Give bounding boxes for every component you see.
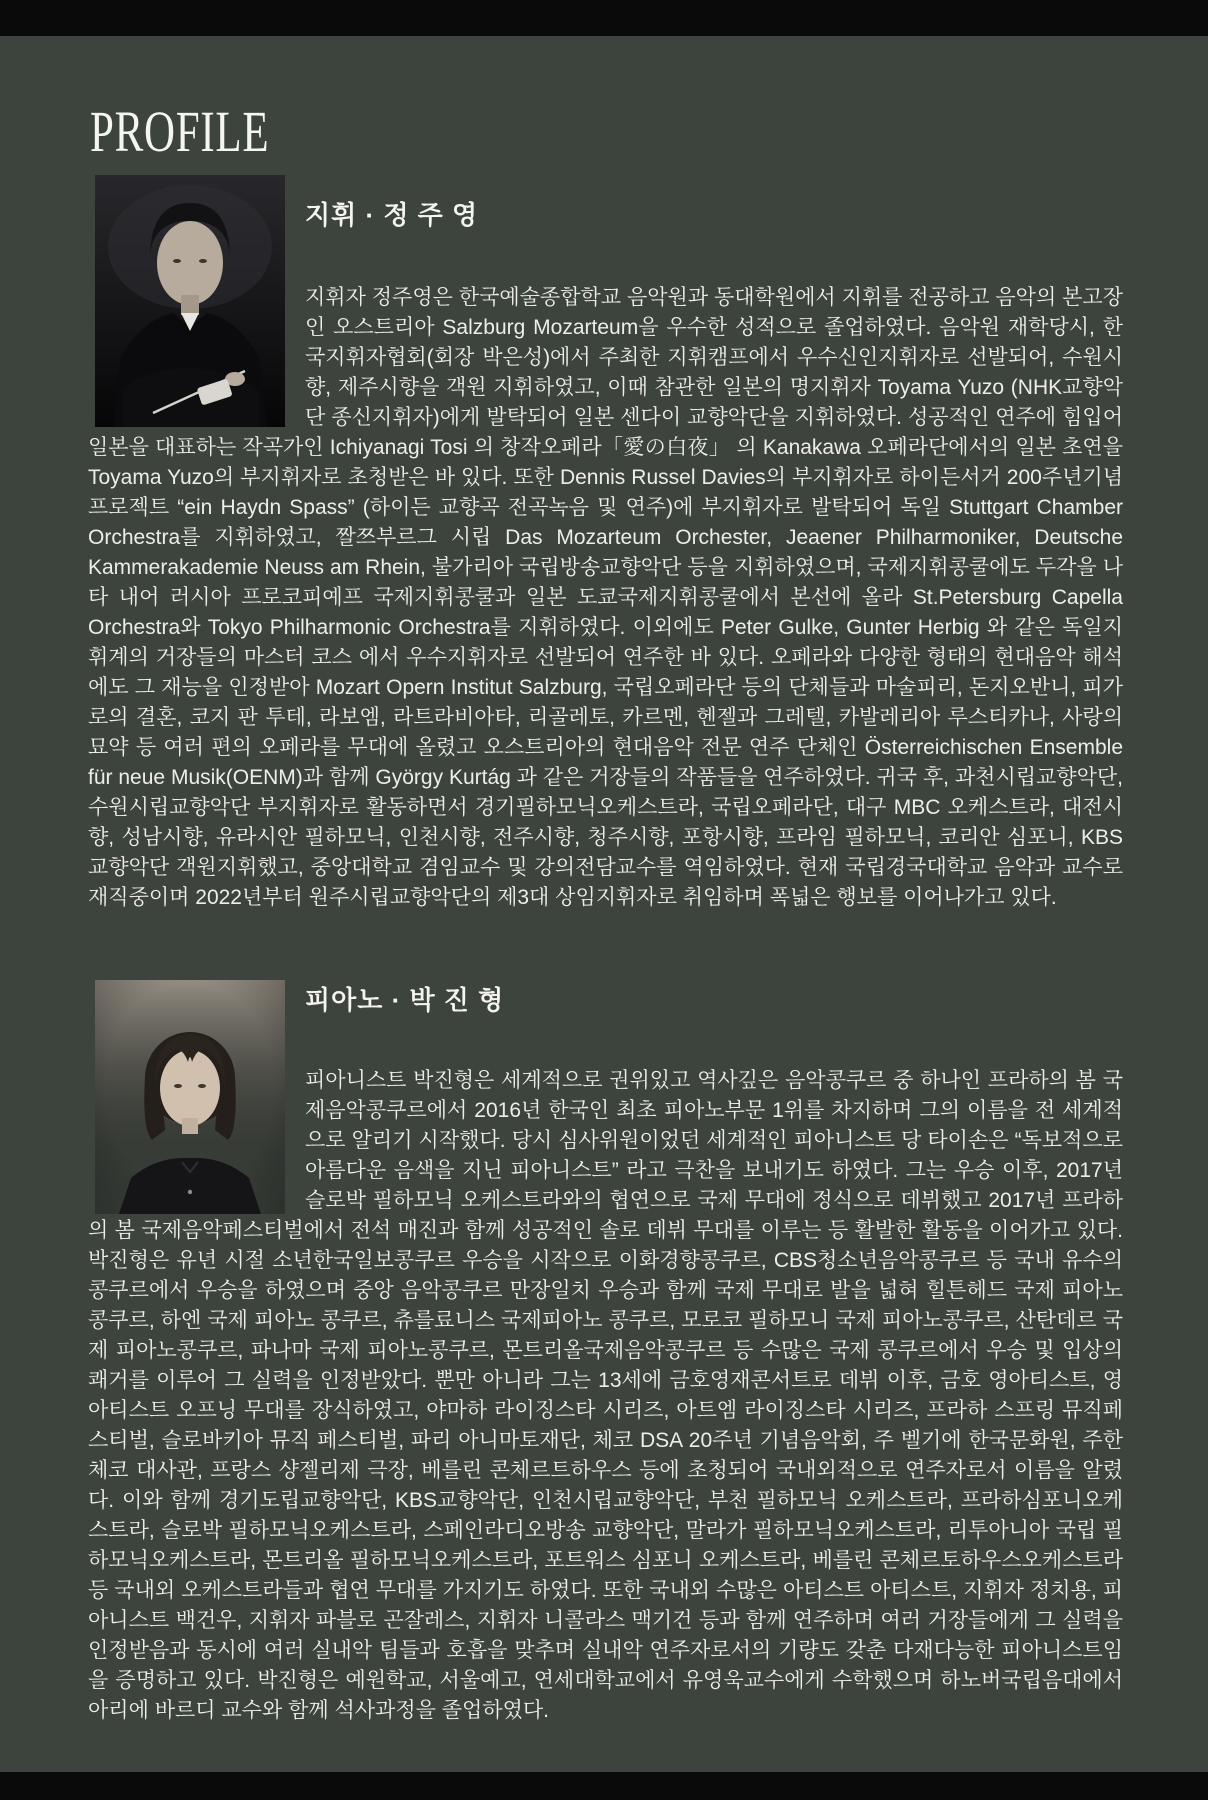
conductor-photo	[95, 175, 285, 427]
section-pianist	[88, 980, 1123, 1726]
page-title: PROFILE	[90, 99, 270, 164]
bottom-black-bar	[0, 1772, 1208, 1800]
pianist-photo	[95, 980, 285, 1214]
section-conductor	[88, 175, 1123, 913]
pianist-heading: 피아노 · 박 진 형	[305, 985, 505, 1015]
conductor-bio: 지휘자 정주영은 한국예술종합학교 음악원과 동대학원에서 지휘를 전공하고 음악의 본고장인 오스트리아 Salzburg Mozarteum을 우수한 성적으로 졸업하였다. 음악원 재학당시, 한국지휘자협회(회장 박은성)에서 주최한 지휘캠프에서 우수신인지휘자로 선발되어, 수원시향, 제주시향을 객원 지휘하였고, 이때 참관한 일본의 명지휘자 Toyama Yuzo (NHK교향악단 종신지휘자)에게 발탁되어 일본 센다이 교향악단을 지휘하였다. 성공적인 연주에 힘입어 일본을 대표하는 작곡가인 Ichiyanagi Tosi 의 창작오페라「愛の白夜」 의 Kanakawa 오페라단에서의 일본 초연을 Toyama Yuzo의 부지휘자로 초청받은 바 있다. 또한 Dennis Russel Davies의 부지휘자로 하이든서거 200주년기념 프로젝트 “ein Haydn Spass” (하이든 교향곡 전곡녹음 및 연주)에 부지휘자로 발탁되어 독일 Stuttgart Chamber Orchestra를 지휘하였고, 짤쯔부르그 시립 Das Mozarteum Orchester, Jeaener Philharmoniker, Deutsche Kammerakademie Neuss am Rhein, 불가리아 국립방송교향악단 등을 지휘하였으며, 국제지휘콩쿨에도 두각을 나타 내어 러시아 프로코피예프 국제지휘콩쿨과 일본 도쿄국제지휘콩쿨에서 본선에 올라 St.Petersburg Capella Orchestra와 Tokyo Philharmonic Orchestra를 지휘하였다. 이외에도 Peter Gulke, Gunter Herbig 와 같은 독일지휘계의 거장들의 마스터 코스 에서 우수지휘자로 선발되어 연주한 바 있다. 오페라와 다양한 형태의 현대음악 해석에도 그 재능을 인정받아 Mozart Opern Institut Salzburg, 국립오페라단 등의 단체들과 마술피리, 돈지오반니, 피가로의 결혼, 코지 판 투테, 라보엠, 라트라비아타, 리골레토, 카르멘, 헨젤과 그레텔, 카발레리아 루스티카나, 사랑의 묘약 등 여러 편의 오페라를 무대에 올렸고 오스트리아의 현대음악 전문 연주 단체인 Österreichischen Ensemble für neue Musik(OENM)과 함께 György Kurtág 과 같은 거장들의 작품들을 연주하였다. 귀국 후, 과천시립교향악단, 수원시립교향악단 부지휘자로 활동하면서 경기필하모닉오케스트라, 국립오페라단, 대구 MBC 오케스트라, 대전시향, 성남시향, 유라시안 필하모닉, 인천시향, 전주시향, 청주시향, 포항시향, 프라임 필하모닉, 코리안 심포니, KBS교향악단 객원지휘했고, 중앙대학교 겸임교수 및 강의전담교수를 역임하였다. 현재 국립경국대학교 음악과 교수로 재직중이며 2022년부터 원주시립교향악단의 제3대 상임지휘자로 취임하며 폭넓은 행보를 이어나가고 있다.	[88, 286, 1123, 909]
pianist-bio: 피아니스트 박진형은 세계적으로 권위있고 역사깊은 음악콩쿠르 중 하나인 프라하의 봄 국제음악콩쿠르에서 2016년 한국인 최초 피아노부문 1위를 차지하며 그의 이름을 전 세계적으로 알리기 시작했다. 당시 심사위원이었던 세계적인 피아니스트 당 타이손은 “독보적으로 아름다운 음색을 지닌 피아니스트” 라고 극찬을 보내기도 하였다. 그는 우승 이후, 2017년 슬로박 필하모닉 오케스트라와의 협연으로 국제 무대에 정식으로 데뷔했고 2017년 프라하의 봄 국제음악페스티벌에서 전석 매진과 함께 성공적인 솔로 데뷔 무대를 이루는 등 활발한 활동을 이어가고 있다. 박진형은 유년 시절 소년한국일보콩쿠르 우승을 시작으로 이화경향콩쿠르, CBS청소년음악콩쿠르 등 국내 유수의 콩쿠르에서 우승을 하였으며 중앙 음악콩쿠르 만장일치 우승과 함께 국제 무대로 발을 넓혀 힐튼헤드 국제 피아노콩쿠르, 하엔 국제 피아노 콩쿠르, 츄를료니스 국제피아노 콩쿠르, 모로코 필하모니 국제 피아노콩쿠르, 산탄데르 국제 피아노콩쿠르, 파나마 국제 피아노콩쿠르, 몬트리올국제음악콩쿠르 등 수많은 국제 콩쿠르에서 우승 및 입상의 쾌거를 이루어 그 실력을 인정받았다. 뿐만 아니라 그는 13세에 금호영재콘서트로 데뷔 이후, 금호 영아티스트, 영아티스트 오프닝 무대를 장식하였고, 야마하 라이징스타 시리즈, 아트엠 라이징스타 시리즈, 프라하 스프링 뮤직페스티벌, 슬로바키아 뮤직 페스티벌, 파리 아니마토재단, 체코 DSA 20주년 기념음악회, 주 벨기에 한국문화원, 주한 체코 대사관, 프랑스 샹젤리제 극장, 베를린 콘체르트하우스 등에 초청되어 국내외적으로 연주자로서 이름을 알렸다. 이와 함께 경기도립교향악단, KBS교향악단, 인천시립교향악단, 부천 필하모닉 오케스트라, 프라하심포니오케스트라, 슬로박 필하모닉오케스트라, 스페인라디오방송 교향악단, 말라가 필하모닉오케스트라, 리투아니아 국립 필하모닉오케스트라, 몬트리올 필하모닉오케스트라, 포트워스 심포니 오케스트라, 베를린 콘체르토하우스오케스트라 등 국내외 오케스트라들과 협연 무대를 가지기도 하였다. 또한 국내외 수많은 아티스트 아티스트, 지휘자 정치용, 피아니스트 백건우, 지휘자 파블로 곤잘레스, 지휘자 니콜라스 맥기건 등과 함께 연주하며 여러 거장들에게 그 실력을 인정받음과 동시에 여러 실내악 팀들과 호흡을 맞추며 실내악 연주자로서의 기량도 갖춘 다재다능한 피아니스트임을 증명하고 있다. 박진형은 예원학교, 서울예고, 연세대학교에서 유영욱교수에게 수학했으며 하노버국립음대에서 아리에 바르디 교수와 함께 석사과정을 졸업하였다.	[88, 1069, 1123, 1722]
conductor-heading: 지휘 · 정 주 영	[305, 200, 479, 230]
top-black-bar	[0, 0, 1208, 36]
